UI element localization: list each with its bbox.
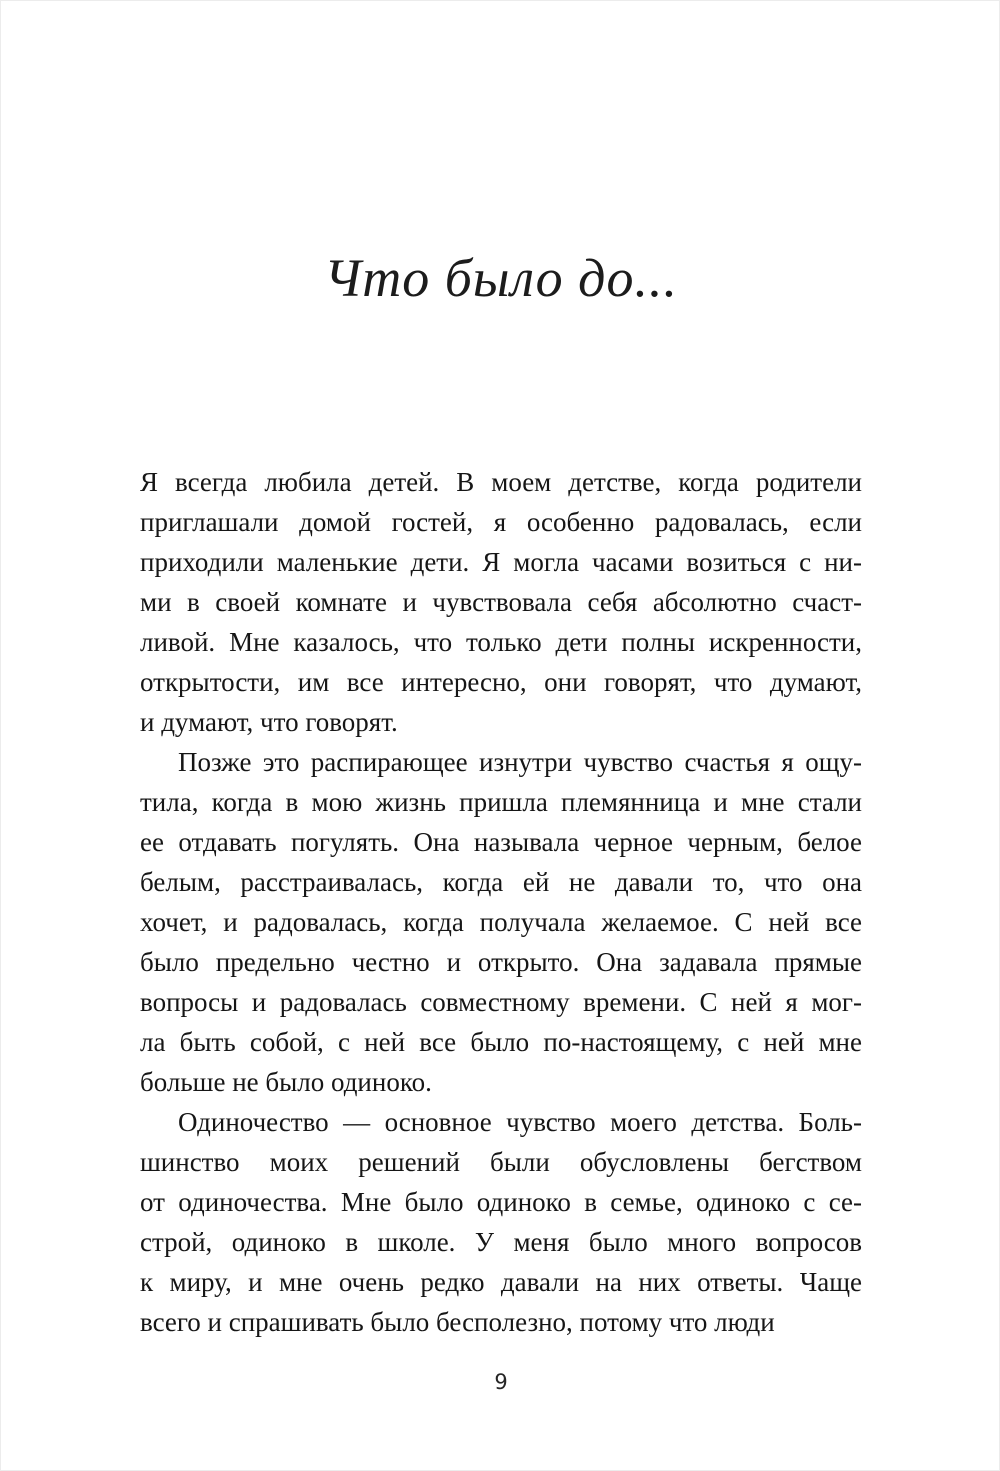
- paragraph: [140, 1102, 862, 1342]
- text-line: всего и спрашивать было бесполезно, потому что люди: [140, 1307, 775, 1337]
- text-line: ливой. Мне казалось, что только дети полны искренности,: [140, 627, 862, 657]
- text-line: открытости, им все интересно, они говорят, что думают,: [140, 667, 862, 697]
- text-line: шинство моих решений были обусловлены бегством: [140, 1147, 862, 1177]
- text-line: приглашали домой гостей, я особенно радовалась, если: [140, 507, 862, 537]
- text-line: ла быть собой, с ней все было по-настоящему, с ней мне: [140, 1027, 862, 1057]
- text-line: вопросы и радовалась совместному времени. С ней я мог-: [140, 987, 862, 1017]
- text-line: хочет, и радовалась, когда получала желаемое. С ней все: [140, 907, 862, 937]
- text-line: больше не было одиноко.: [140, 1067, 432, 1097]
- text-line: ее отдавать погулять. Она называла черное черным, белое: [140, 827, 862, 857]
- chapter-title: Что было до...: [324, 248, 678, 308]
- text-line: белым, расстраивалась, когда ей не давали то, что она: [140, 867, 862, 897]
- text-line: Я всегда любила детей. В моем детстве, когда родители: [140, 467, 862, 497]
- paragraph: [140, 742, 862, 1102]
- text-line: к миру, и мне очень редко давали на них ответы. Чаще: [140, 1267, 862, 1297]
- page-number: 9: [494, 1370, 508, 1394]
- text-line: приходили маленькие дети. Я могла часами возиться с ни-: [140, 547, 862, 577]
- text-line: Одиночество — основное чувство моего детства. Боль-: [178, 1107, 862, 1137]
- text-line: строй, одиноко в школе. У меня было много вопросов: [140, 1227, 862, 1257]
- text-line: Позже это распирающее изнутри чувство счастья я ощу-: [178, 747, 862, 777]
- text-line: было предельно честно и открыто. Она задавала прямые: [140, 947, 862, 977]
- text-line: тила, когда в мою жизнь пришла племянница и мне стали: [140, 787, 862, 817]
- body-text: [140, 462, 862, 1342]
- text-line: от одиночества. Мне было одиноко в семье, одиноко с се-: [140, 1187, 862, 1217]
- text-line: ми в своей комнате и чувствовала себя абсолютно счаст-: [140, 587, 862, 617]
- paragraph: [140, 462, 862, 742]
- text-line: и думают, что говорят.: [140, 707, 398, 737]
